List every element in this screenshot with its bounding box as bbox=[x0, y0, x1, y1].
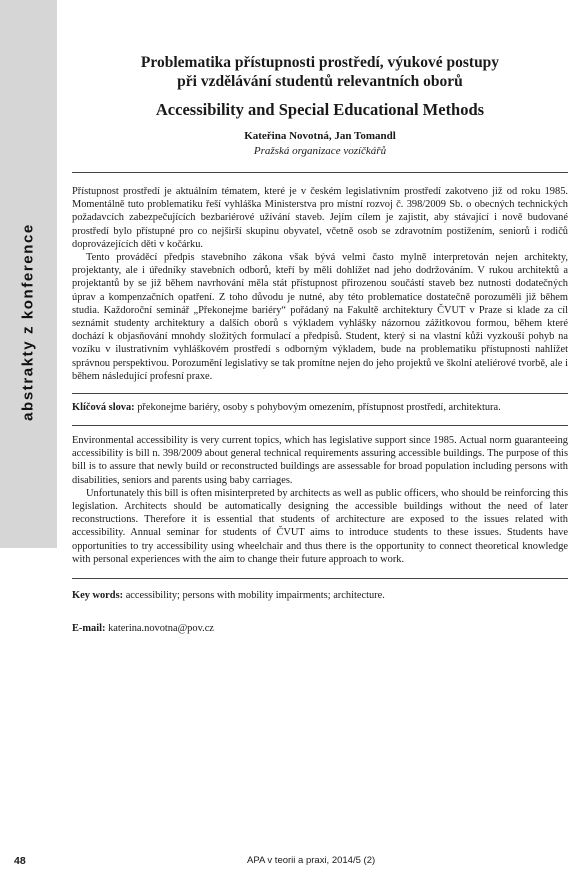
divider bbox=[72, 425, 568, 426]
title-english: Accessibility and Special Educational Methods bbox=[155, 100, 485, 119]
email-address[interactable]: katerina.novotna@pov.cz bbox=[105, 623, 214, 634]
abstract-english-paragraph: Environmental accessibility is very current topics, which has legislative support since 1985. Actual norm guaranteeing accessibility is bill n. 398/2009 about general technical requirements assuring accessible buildings. The purpose of this bill is to assure that newly build or reconstructed buildings are assessable for broad population including persons with disabilities, seniors and parents using baby carriages. bbox=[72, 435, 568, 486]
page-number: 48 bbox=[14, 855, 26, 867]
title-czech-line-2: při vzdělávání studentů relevantních oborů bbox=[177, 73, 463, 90]
keywords-english-text: accessibility; persons with mobility impairments; architecture. bbox=[123, 590, 385, 601]
authors: Kateřina Novotná, Jan Tomandl bbox=[244, 130, 396, 142]
divider bbox=[72, 172, 568, 173]
abstract-english-paragraph: Unfortunately this bill is often misinterpreted by architects as well as public officers, who should be reinforcing this legislation. Architects should be automatically designing the accessible buildings without the need of later reconstructions. Therefore it is essential that students of architecture are exposed to the issues related with accessibility. Annual seminar for students of ČVUT aims to introduce students to these issues. Students have opportunities to try accessibility using wheelchair and thus there is the opportunity to connect theoretical knowledge with personal experiences with the aim to change their future approach to work. bbox=[72, 487, 568, 565]
keywords-czech bbox=[72, 401, 568, 414]
divider bbox=[72, 578, 568, 579]
abstract-english bbox=[72, 434, 568, 566]
title-czech bbox=[72, 53, 568, 91]
affiliation: Pražská organizace vozíčkářů bbox=[253, 145, 387, 157]
section-sidebar bbox=[0, 0, 57, 548]
keywords-czech-label: Klíčová slova: bbox=[72, 402, 135, 413]
abstract-czech-paragraph: Tento prováděcí předpis stavebního zákona však bývá velmi často mylně interpretován nejen architekty, projektanty, ale i úředníky stavebních odborů, kteří by měli dohlížet nad jeho dodržováním. V rukou architektů a projektantů by se již během navrhování měla stát přístupnost přirozenou součástí staveb bez nutnosti dodatečných úprav a kompenzačních opatření. Z toho důvodu je nutné, aby této problematice dostatečně porozuměli již během studia. Každoroční seminář „Překonejme bariéry“ pořádaný na Fakultě architektury ČVUT v Praze si klade za cíl seznámit studenty architektury a dalších oborů s výkladem vyhlášky názornou zážitkovou formou, během které dochází k objasňování mnohdy složitých formulací a předpisů. Student, který si na vlastní kůži vyzkouší pohyb na vozíku v ilustrativním vyhláškovém prostředí s odborným výkladem, bude na problematiku přístupnosti nahlížet správnou perspektivou. Porozumění legislativy se tak promítne nejen do jeho projektů ve školní ateliérové tvorbě, ale i během následující profesní praxe. bbox=[72, 252, 568, 382]
section-label: abstrakty z konference bbox=[19, 223, 37, 421]
journal-citation: APA v teorii a praxi, 2014/5 (2) bbox=[247, 855, 376, 866]
keywords-english bbox=[72, 589, 568, 602]
keywords-english-label: Key words: bbox=[72, 590, 124, 601]
divider bbox=[72, 393, 568, 394]
keywords-czech-text: překonejme bariéry, osoby s pohybovým omezením, přístupnost prostředí, architektura. bbox=[134, 402, 501, 413]
title-czech-line-1: Problematika přístupnosti prostředí, výukové postupy bbox=[140, 54, 500, 71]
contact-email bbox=[72, 622, 568, 635]
abstract-czech-paragraph: Přístupnost prostředí je aktuálním tématem, které je v českém legislativním prostředí zakotveno již od roku 1985. Momentálně tuto problematiku řeší vyhláška Ministerstva pro místní rozvoj č. 398/2009 Sb. o obecných technických požadavcích zabezpečujících bezbariérové užívání staveb. Jejím cílem je zajistit, aby stávající i nově budované prostředí bylo přístupné pro co nejširší skupinu obyvatel, včetně osob se zdravotním postižením, seniorů i rodičů doprovázejících děti v kočárku. bbox=[72, 186, 568, 250]
email-label: E-mail: bbox=[72, 623, 106, 634]
abstract-czech bbox=[72, 185, 568, 383]
